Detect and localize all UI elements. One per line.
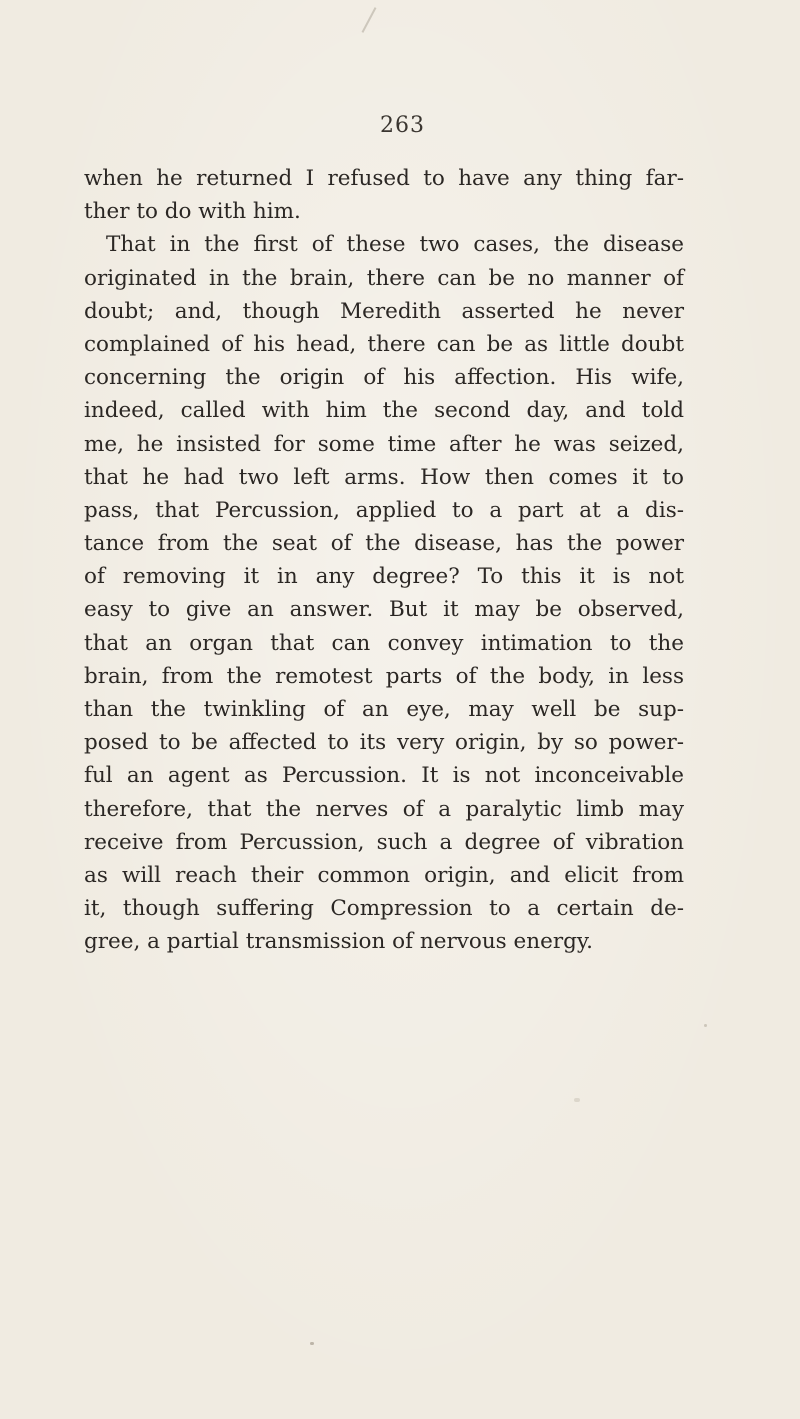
text-line: indeed, called with him the second day, and told xyxy=(84,398,684,424)
text-line: pass, that Percussion, applied to a part at a dis- xyxy=(84,497,684,523)
paper-speck xyxy=(310,1342,314,1345)
text-line: that he had two left arms. How then comes it to xyxy=(84,464,684,490)
text-line: receive from Percussion, such a degree of vibration xyxy=(84,829,684,855)
text-line: concerning the origin of his affection. His wife, xyxy=(84,365,684,391)
text-line: That in the first of these two cases, the disease xyxy=(106,232,684,258)
text-line: gree, a partial transmission of nervous energy. xyxy=(84,929,594,955)
text-line: ther to do with him. xyxy=(84,199,301,225)
text-line: as will reach their common origin, and elicit from xyxy=(84,862,684,888)
text-line: doubt; and, though Meredith asserted he never xyxy=(84,298,684,324)
text-line: that an organ that can convey intimation to the xyxy=(84,630,684,656)
paper-speck xyxy=(704,1024,707,1027)
text-line: ful an agent as Percussion. It is not inconceivable xyxy=(84,763,684,789)
text-line: of removing it in any degree? To this it is not xyxy=(84,564,684,590)
text-line: when he returned I refused to have any thing far- xyxy=(84,166,684,191)
text-line: posed to be affected to its very origin, by so power- xyxy=(84,730,684,756)
text-line: tance from the seat of the disease, has the power xyxy=(84,531,684,557)
text-line: than the twinkling of an eye, may well be sup- xyxy=(84,697,684,722)
paper-speck xyxy=(574,1098,580,1102)
text-line: brain, from the remotest parts of the body, in less xyxy=(84,663,684,689)
text-line: me, he insisted for some time after he was seized, xyxy=(84,431,684,457)
text-line: complained of his head, there can be as little doubt xyxy=(84,331,684,357)
body-text xyxy=(84,162,684,959)
text-line: therefore, that the nerves of a paralytic limb may xyxy=(84,796,684,822)
paper-speck xyxy=(362,7,377,33)
text-line: originated in the brain, there can be no manner of xyxy=(84,265,684,291)
text-line: it, though suffering Compression to a certain de- xyxy=(84,896,684,922)
page-number: 263 xyxy=(380,113,425,138)
text-line: easy to give an answer. But it may be observed, xyxy=(84,597,684,623)
